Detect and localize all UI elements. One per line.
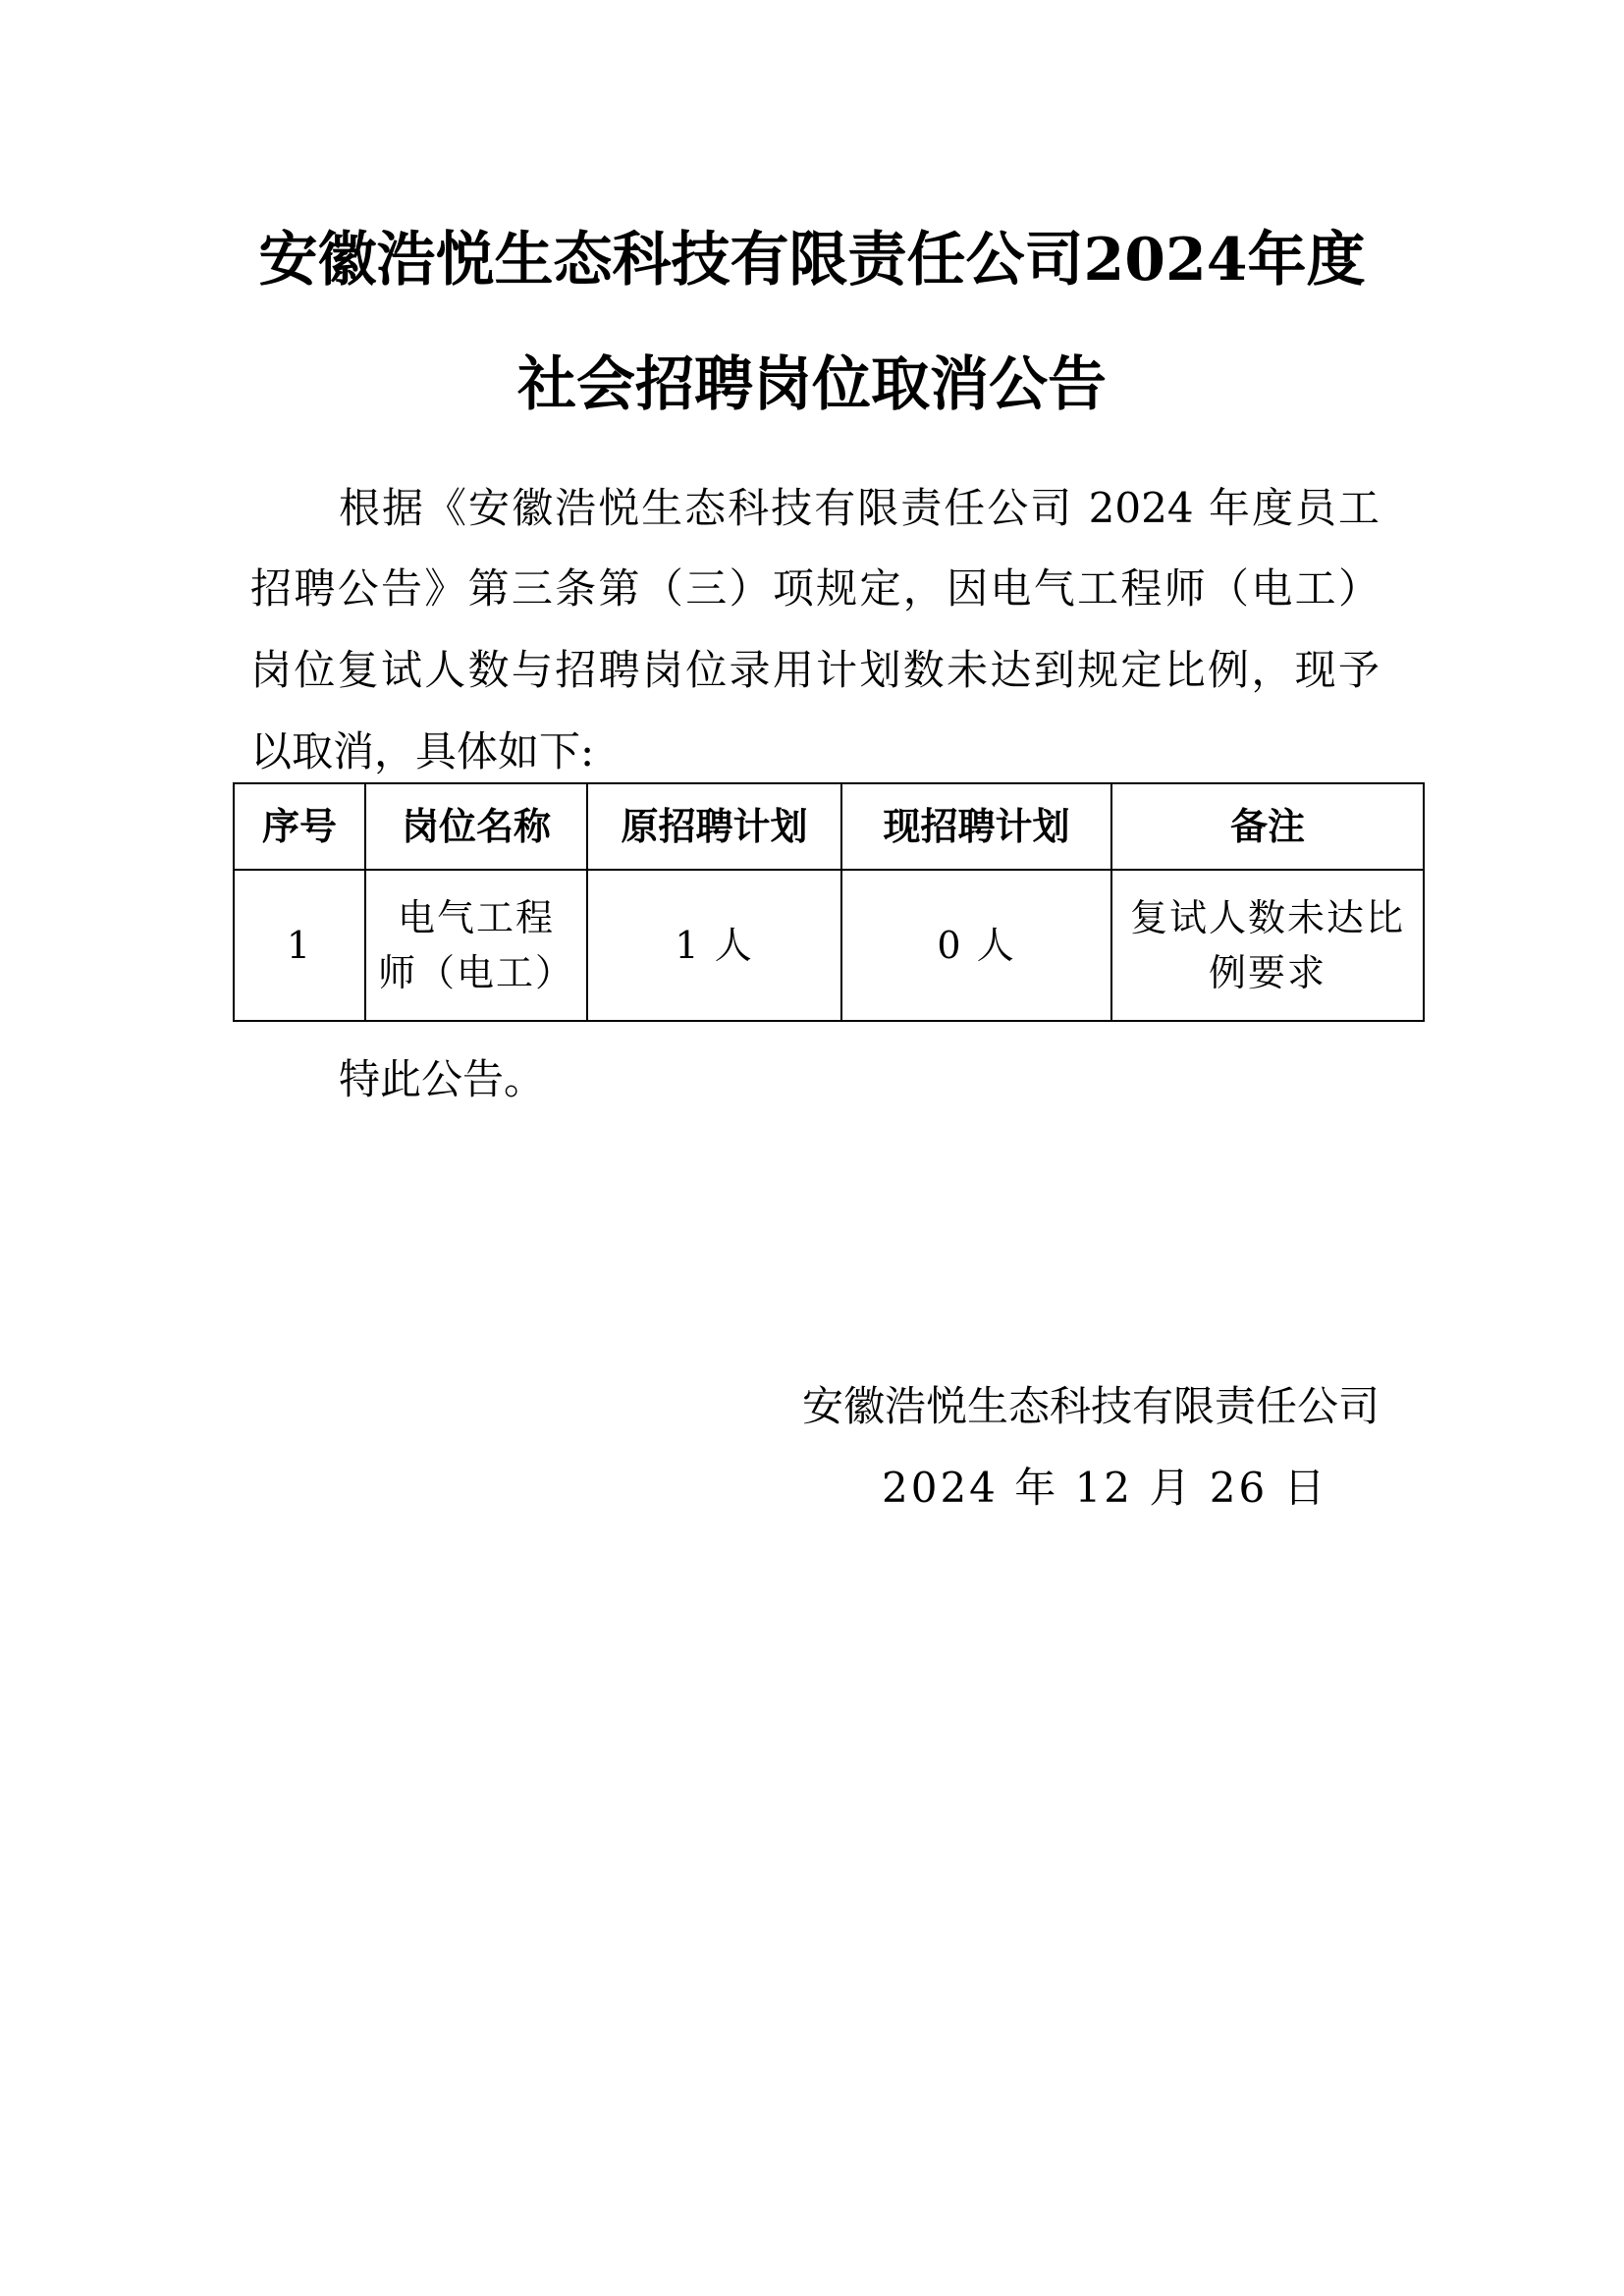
table-row — [234, 870, 1424, 1021]
header-index: 序号 — [234, 783, 365, 870]
body-text-line: 根据《安徽浩悦生态科技有限责任公司 2024 年度员工 — [339, 484, 1380, 532]
document-title-line1: 安徽浩悦生态科技有限责任公司2024年度 — [258, 226, 1366, 294]
body-text-line: 岗位复试人数与招聘岗位录用计划数未达到规定比例，现予 — [250, 646, 1380, 694]
body-text-line: 招聘公告》第三条第（三）项规定，因电气工程师（电工） — [250, 564, 1380, 613]
table-header-row — [234, 783, 1424, 870]
cell-current-plan: 0 人 — [841, 870, 1111, 1021]
cell-position-name-line2: 师（电工） — [377, 951, 574, 994]
cell-remark-line2: 例要求 — [1208, 951, 1326, 994]
cell-remark-line1: 复试人数未达比 — [1129, 896, 1405, 939]
cell-remark — [1111, 870, 1424, 1021]
cell-position-name — [365, 870, 587, 1021]
signature-organization: 安徽浩悦生态科技有限责任公司 — [801, 1382, 1380, 1430]
header-position-name: 岗位名称 — [365, 783, 587, 870]
cell-position-name-line1: 电气工程 — [397, 896, 555, 939]
cell-original-plan: 1 人 — [587, 870, 841, 1021]
header-remark: 备注 — [1111, 783, 1424, 870]
document-title-line2: 社会招聘岗位取消公告 — [517, 350, 1107, 419]
position-cancellation-table — [233, 782, 1425, 1022]
header-original-plan: 原招聘计划 — [587, 783, 841, 870]
signature-date: 2024 年 12 月 26 日 — [882, 1464, 1328, 1512]
body-text-line: 以取消，具体如下: — [250, 727, 595, 775]
closing-statement: 特此公告。 — [339, 1055, 546, 1103]
header-current-plan: 现招聘计划 — [841, 783, 1111, 870]
cell-index: 1 — [234, 870, 365, 1021]
